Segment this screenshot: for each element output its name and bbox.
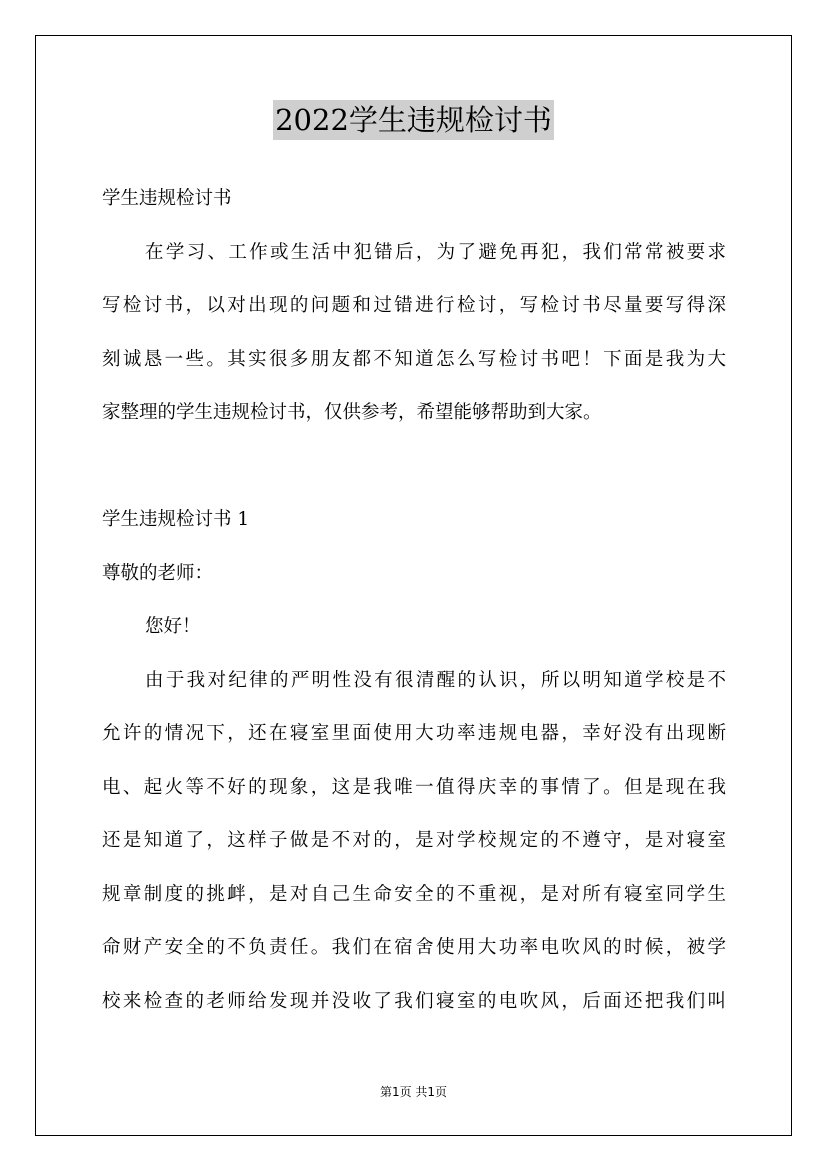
body-line: 还是知道了，这样子做是不对的，是对学校规定的不遵守，是对寝室	[102, 830, 726, 851]
section-title: 学生违规检讨书 1	[102, 509, 250, 530]
paragraph-spacer	[102, 440, 726, 494]
body-line: 校来检查的老师给发现并没收了我们寝室的电吹风，后面还把我们叫	[102, 990, 726, 1012]
page-footer: 第1页 共1页	[379, 1085, 448, 1099]
document-body	[102, 172, 726, 1028]
salutation: 尊敬的老师：	[102, 562, 214, 584]
body-line: 电、起火等不好的现象，这是我唯一值得庆幸的事情了。但是现在我	[102, 776, 726, 798]
body-line: 允许的情况下，还在寝室里面使用大功率违规电器，幸好没有出现断	[102, 723, 726, 744]
intro-line: 在学习、工作或生活中犯错后，为了避免再犯，我们常常被要求	[145, 241, 726, 263]
intro-line: 写检讨书，以对出现的问题和过错进行检讨，写检讨书尽量要写得深	[102, 295, 726, 316]
intro-line: 刻诚恳一些。其实很多朋友都不知道怎么写检讨书吧！下面是我为大	[102, 348, 726, 370]
intro-line: 家整理的学生违规检讨书，仅供参考，希望能够帮助到大家。	[102, 402, 602, 423]
document-title: 2022学生违规检讨书	[273, 100, 554, 140]
body-line: 由于我对纪律的严明性没有很清醒的认识，所以明知道学校是不	[145, 669, 726, 691]
body-line: 命财产安全的不负责任。我们在宿舍使用大功率电吹风的时候，被学	[102, 937, 726, 958]
title-container	[0, 100, 827, 140]
body-line: 规章制度的挑衅，是对自己生命安全的不重视，是对所有寝室同学生	[102, 883, 726, 905]
document-heading: 学生违规检讨书	[102, 188, 232, 209]
greeting: 您好！	[145, 616, 201, 637]
